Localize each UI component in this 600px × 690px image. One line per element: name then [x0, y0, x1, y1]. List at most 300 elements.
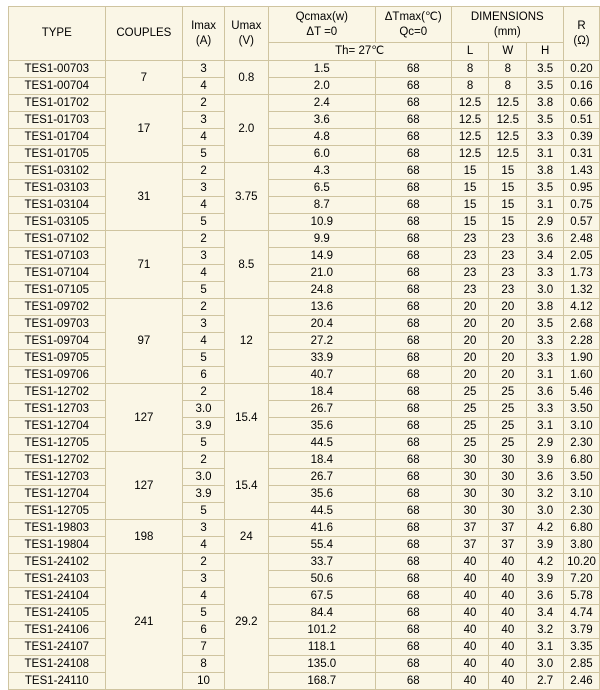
width-cell: 30	[489, 486, 527, 503]
table-row	[9, 265, 600, 282]
length-cell: 23	[451, 231, 489, 248]
length-cell: 8	[451, 61, 489, 78]
resistance-cell: 2.05	[563, 248, 599, 265]
table-row	[9, 146, 600, 163]
imax-cell: 2	[183, 163, 225, 180]
type-cell: TES1-01705	[9, 146, 106, 163]
table-body	[9, 61, 600, 690]
dtmax-cell: 68	[375, 520, 451, 537]
type-cell: TES1-19804	[9, 537, 106, 554]
header-dtmax	[375, 7, 451, 43]
header-dtmax-condition: Qc=0	[399, 25, 428, 38]
qcmax-cell: 18.4	[268, 384, 375, 401]
dtmax-cell: 68	[375, 214, 451, 231]
length-cell: 40	[451, 571, 489, 588]
resistance-cell: 6.80	[563, 520, 599, 537]
header-dimensions-label: DIMENSIONS	[470, 10, 544, 23]
height-cell: 3.6	[527, 469, 564, 486]
table-row	[9, 78, 600, 95]
height-cell: 3.4	[527, 248, 564, 265]
width-cell: 37	[489, 520, 527, 537]
dtmax-cell: 68	[375, 435, 451, 452]
table-row	[9, 214, 600, 231]
qcmax-cell: 3.6	[268, 112, 375, 129]
imax-cell: 3	[183, 248, 225, 265]
width-cell: 40	[489, 639, 527, 656]
header-dimensions-unit: (mm)	[493, 25, 521, 38]
umax-cell: 0.8	[224, 61, 268, 95]
imax-cell: 4	[183, 78, 225, 95]
header-imax	[183, 7, 225, 61]
qcmax-cell: 6.5	[268, 180, 375, 197]
length-cell: 30	[451, 452, 489, 469]
type-cell: TES1-12704	[9, 486, 106, 503]
qcmax-cell: 21.0	[268, 265, 375, 282]
dtmax-cell: 68	[375, 163, 451, 180]
type-cell: TES1-24107	[9, 639, 106, 656]
table-row	[9, 452, 600, 469]
length-cell: 40	[451, 605, 489, 622]
imax-cell: 8	[183, 656, 225, 673]
width-cell: 12.5	[489, 129, 527, 146]
resistance-cell: 6.80	[563, 452, 599, 469]
dtmax-cell: 68	[375, 78, 451, 95]
resistance-cell: 0.16	[563, 78, 599, 95]
table-row	[9, 350, 600, 367]
type-cell: TES1-00704	[9, 78, 106, 95]
width-cell: 30	[489, 452, 527, 469]
width-cell: 40	[489, 656, 527, 673]
imax-cell: 4	[183, 588, 225, 605]
length-cell: 25	[451, 401, 489, 418]
resistance-cell: 2.48	[563, 231, 599, 248]
type-cell: TES1-07103	[9, 248, 106, 265]
type-cell: TES1-19803	[9, 520, 106, 537]
dtmax-cell: 68	[375, 571, 451, 588]
length-cell: 12.5	[451, 95, 489, 112]
imax-cell: 2	[183, 452, 225, 469]
type-cell: TES1-24108	[9, 656, 106, 673]
height-cell: 3.1	[527, 418, 564, 435]
type-cell: TES1-03104	[9, 197, 106, 214]
imax-cell: 2	[183, 554, 225, 571]
width-cell: 40	[489, 605, 527, 622]
dtmax-cell: 68	[375, 180, 451, 197]
width-cell: 20	[489, 333, 527, 350]
couples-cell: 127	[105, 384, 183, 452]
resistance-cell: 4.12	[563, 299, 599, 316]
height-cell: 3.5	[527, 316, 564, 333]
qcmax-cell: 13.6	[268, 299, 375, 316]
dtmax-cell: 68	[375, 537, 451, 554]
type-cell: TES1-01702	[9, 95, 106, 112]
length-cell: 15	[451, 163, 489, 180]
imax-cell: 5	[183, 214, 225, 231]
type-cell: TES1-12704	[9, 418, 106, 435]
couples-cell: 71	[105, 231, 183, 299]
width-cell: 40	[489, 673, 527, 690]
length-cell: 40	[451, 673, 489, 690]
length-cell: 30	[451, 469, 489, 486]
couples-cell: 7	[105, 61, 183, 95]
width-cell: 25	[489, 435, 527, 452]
dtmax-cell: 68	[375, 503, 451, 520]
table-row	[9, 401, 600, 418]
imax-cell: 3	[183, 571, 225, 588]
length-cell: 20	[451, 367, 489, 384]
qcmax-cell: 18.4	[268, 452, 375, 469]
resistance-cell: 0.57	[563, 214, 599, 231]
length-cell: 40	[451, 639, 489, 656]
qcmax-cell: 20.4	[268, 316, 375, 333]
qcmax-cell: 14.9	[268, 248, 375, 265]
table-row	[9, 639, 600, 656]
table-row	[9, 605, 600, 622]
dtmax-cell: 68	[375, 61, 451, 78]
type-cell: TES1-24103	[9, 571, 106, 588]
qcmax-cell: 1.5	[268, 61, 375, 78]
type-cell: TES1-24104	[9, 588, 106, 605]
qcmax-cell: 9.9	[268, 231, 375, 248]
height-cell: 3.3	[527, 265, 564, 282]
dtmax-cell: 68	[375, 622, 451, 639]
dtmax-cell: 68	[375, 350, 451, 367]
resistance-cell: 4.74	[563, 605, 599, 622]
length-cell: 20	[451, 299, 489, 316]
dtmax-cell: 68	[375, 265, 451, 282]
width-cell: 30	[489, 503, 527, 520]
qcmax-cell: 4.3	[268, 163, 375, 180]
length-cell: 8	[451, 78, 489, 95]
table-row	[9, 129, 600, 146]
height-cell: 3.1	[527, 146, 564, 163]
table-row	[9, 180, 600, 197]
resistance-cell: 2.28	[563, 333, 599, 350]
type-cell: TES1-24106	[9, 622, 106, 639]
table-row	[9, 367, 600, 384]
dtmax-cell: 68	[375, 673, 451, 690]
width-cell: 23	[489, 265, 527, 282]
height-cell: 3.5	[527, 180, 564, 197]
imax-cell: 3	[183, 61, 225, 78]
height-cell: 2.9	[527, 435, 564, 452]
table-row	[9, 520, 600, 537]
couples-cell: 127	[105, 452, 183, 520]
height-cell: 3.8	[527, 95, 564, 112]
type-cell: TES1-24110	[9, 673, 106, 690]
length-cell: 37	[451, 520, 489, 537]
type-cell: TES1-09702	[9, 299, 106, 316]
table-row	[9, 435, 600, 452]
width-cell: 25	[489, 384, 527, 401]
umax-cell: 24	[224, 520, 268, 554]
imax-cell: 5	[183, 435, 225, 452]
umax-cell: 29.2	[224, 554, 268, 690]
width-cell: 25	[489, 418, 527, 435]
imax-cell: 2	[183, 231, 225, 248]
imax-cell: 3.9	[183, 418, 225, 435]
resistance-cell: 2.46	[563, 673, 599, 690]
height-cell: 3.3	[527, 350, 564, 367]
type-cell: TES1-09706	[9, 367, 106, 384]
table-row	[9, 588, 600, 605]
dtmax-cell: 68	[375, 639, 451, 656]
couples-cell: 198	[105, 520, 183, 554]
width-cell: 8	[489, 78, 527, 95]
qcmax-cell: 35.6	[268, 418, 375, 435]
imax-cell: 3.0	[183, 469, 225, 486]
width-cell: 30	[489, 469, 527, 486]
qcmax-cell: 168.7	[268, 673, 375, 690]
resistance-cell: 10.20	[563, 554, 599, 571]
width-cell: 20	[489, 367, 527, 384]
table-row	[9, 333, 600, 350]
width-cell: 12.5	[489, 95, 527, 112]
resistance-cell: 5.46	[563, 384, 599, 401]
height-cell: 3.5	[527, 78, 564, 95]
qcmax-cell: 33.9	[268, 350, 375, 367]
dtmax-cell: 68	[375, 129, 451, 146]
width-cell: 40	[489, 622, 527, 639]
header-umax	[224, 7, 268, 61]
length-cell: 37	[451, 537, 489, 554]
table-row	[9, 656, 600, 673]
type-cell: TES1-12702	[9, 452, 106, 469]
header-hot-side-temp: Th= 27℃	[268, 43, 451, 61]
height-cell: 3.3	[527, 333, 564, 350]
table-row	[9, 316, 600, 333]
couples-cell: 31	[105, 163, 183, 231]
header-height: H	[527, 43, 564, 61]
length-cell: 23	[451, 282, 489, 299]
imax-cell: 4	[183, 333, 225, 350]
table-row	[9, 571, 600, 588]
resistance-cell: 2.85	[563, 656, 599, 673]
dtmax-cell: 68	[375, 401, 451, 418]
length-cell: 40	[451, 554, 489, 571]
width-cell: 12.5	[489, 146, 527, 163]
type-cell: TES1-07102	[9, 231, 106, 248]
qcmax-cell: 44.5	[268, 503, 375, 520]
type-cell: TES1-09704	[9, 333, 106, 350]
type-cell: TES1-00703	[9, 61, 106, 78]
table-row	[9, 197, 600, 214]
height-cell: 3.9	[527, 452, 564, 469]
height-cell: 3.3	[527, 129, 564, 146]
imax-cell: 10	[183, 673, 225, 690]
qcmax-cell: 26.7	[268, 469, 375, 486]
width-cell: 40	[489, 571, 527, 588]
type-cell: TES1-24105	[9, 605, 106, 622]
couples-cell: 97	[105, 299, 183, 384]
resistance-cell: 3.80	[563, 537, 599, 554]
imax-cell: 4	[183, 265, 225, 282]
header-qcmax-label: Qcmax(w)	[295, 10, 348, 23]
imax-cell: 6	[183, 367, 225, 384]
imax-cell: 5	[183, 350, 225, 367]
umax-cell: 8.5	[224, 231, 268, 299]
height-cell: 3.0	[527, 503, 564, 520]
header-imax-unit: (A)	[195, 34, 212, 47]
width-cell: 23	[489, 231, 527, 248]
width-cell: 25	[489, 401, 527, 418]
length-cell: 40	[451, 622, 489, 639]
width-cell: 15	[489, 180, 527, 197]
qcmax-cell: 55.4	[268, 537, 375, 554]
height-cell: 4.2	[527, 520, 564, 537]
length-cell: 25	[451, 384, 489, 401]
width-cell: 37	[489, 537, 527, 554]
imax-cell: 6	[183, 622, 225, 639]
height-cell: 3.6	[527, 231, 564, 248]
resistance-cell: 3.10	[563, 418, 599, 435]
resistance-cell: 3.50	[563, 469, 599, 486]
width-cell: 20	[489, 316, 527, 333]
umax-cell: 15.4	[224, 452, 268, 520]
imax-cell: 4	[183, 197, 225, 214]
table-row	[9, 486, 600, 503]
resistance-cell: 3.10	[563, 486, 599, 503]
length-cell: 25	[451, 435, 489, 452]
imax-cell: 7	[183, 639, 225, 656]
width-cell: 12.5	[489, 112, 527, 129]
header-imax-label: Imax	[191, 19, 216, 32]
type-cell: TES1-12705	[9, 503, 106, 520]
table-row	[9, 299, 600, 316]
length-cell: 15	[451, 197, 489, 214]
length-cell: 20	[451, 333, 489, 350]
resistance-cell: 2.68	[563, 316, 599, 333]
width-cell: 20	[489, 350, 527, 367]
length-cell: 25	[451, 418, 489, 435]
tec-spec-table	[8, 6, 600, 690]
resistance-cell: 3.50	[563, 401, 599, 418]
qcmax-cell: 118.1	[268, 639, 375, 656]
imax-cell: 5	[183, 146, 225, 163]
header-couples: COUPLES	[105, 7, 183, 61]
resistance-cell: 1.90	[563, 350, 599, 367]
qcmax-cell: 4.8	[268, 129, 375, 146]
table-row	[9, 61, 600, 78]
header-dtmax-label: ΔTmax(℃)	[384, 10, 442, 23]
dtmax-cell: 68	[375, 554, 451, 571]
type-cell: TES1-12703	[9, 469, 106, 486]
couples-cell: 17	[105, 95, 183, 163]
spec-table-container	[8, 6, 600, 690]
header-dimensions	[451, 7, 563, 43]
length-cell: 15	[451, 214, 489, 231]
table-row	[9, 384, 600, 401]
header-r	[563, 7, 599, 61]
header-r-label: R	[577, 19, 586, 32]
qcmax-cell: 2.4	[268, 95, 375, 112]
height-cell: 2.9	[527, 214, 564, 231]
qcmax-cell: 8.7	[268, 197, 375, 214]
type-cell: TES1-07105	[9, 282, 106, 299]
width-cell: 15	[489, 197, 527, 214]
dtmax-cell: 68	[375, 486, 451, 503]
height-cell: 3.9	[527, 537, 564, 554]
width-cell: 15	[489, 214, 527, 231]
header-type: TYPE	[9, 7, 106, 61]
imax-cell: 2	[183, 95, 225, 112]
dtmax-cell: 68	[375, 95, 451, 112]
resistance-cell: 3.79	[563, 622, 599, 639]
header-width: W	[489, 43, 527, 61]
width-cell: 40	[489, 588, 527, 605]
type-cell: TES1-12702	[9, 384, 106, 401]
header-r-unit: (Ω)	[573, 34, 590, 47]
imax-cell: 2	[183, 384, 225, 401]
length-cell: 12.5	[451, 112, 489, 129]
resistance-cell: 0.66	[563, 95, 599, 112]
qcmax-cell: 2.0	[268, 78, 375, 95]
imax-cell: 3	[183, 180, 225, 197]
resistance-cell: 0.31	[563, 146, 599, 163]
resistance-cell: 1.73	[563, 265, 599, 282]
resistance-cell: 2.30	[563, 503, 599, 520]
type-cell: TES1-01704	[9, 129, 106, 146]
table-row	[9, 537, 600, 554]
qcmax-cell: 10.9	[268, 214, 375, 231]
type-cell: TES1-07104	[9, 265, 106, 282]
imax-cell: 3.0	[183, 401, 225, 418]
width-cell: 8	[489, 61, 527, 78]
header-umax-unit: (V)	[238, 34, 254, 47]
table-row	[9, 282, 600, 299]
dtmax-cell: 68	[375, 316, 451, 333]
imax-cell: 5	[183, 282, 225, 299]
qcmax-cell: 35.6	[268, 486, 375, 503]
header-umax-label: Umax	[231, 19, 262, 32]
resistance-cell: 7.20	[563, 571, 599, 588]
type-cell: TES1-03105	[9, 214, 106, 231]
dtmax-cell: 68	[375, 384, 451, 401]
dtmax-cell: 68	[375, 367, 451, 384]
height-cell: 3.5	[527, 61, 564, 78]
length-cell: 12.5	[451, 146, 489, 163]
dtmax-cell: 68	[375, 418, 451, 435]
dtmax-cell: 68	[375, 299, 451, 316]
resistance-cell: 1.60	[563, 367, 599, 384]
table-row	[9, 469, 600, 486]
qcmax-cell: 44.5	[268, 435, 375, 452]
height-cell: 3.4	[527, 605, 564, 622]
resistance-cell: 0.95	[563, 180, 599, 197]
dtmax-cell: 68	[375, 197, 451, 214]
dtmax-cell: 68	[375, 469, 451, 486]
length-cell: 23	[451, 265, 489, 282]
dtmax-cell: 68	[375, 282, 451, 299]
dtmax-cell: 68	[375, 231, 451, 248]
header-length: L	[451, 43, 489, 61]
header-qcmax	[268, 7, 375, 43]
dtmax-cell: 68	[375, 656, 451, 673]
table-row	[9, 418, 600, 435]
table-row	[9, 622, 600, 639]
qcmax-cell: 6.0	[268, 146, 375, 163]
qcmax-cell: 67.5	[268, 588, 375, 605]
resistance-cell: 0.51	[563, 112, 599, 129]
couples-cell: 241	[105, 554, 183, 690]
resistance-cell: 3.35	[563, 639, 599, 656]
header-qcmax-condition: ΔT =0	[306, 25, 338, 38]
umax-cell: 3.75	[224, 163, 268, 231]
height-cell: 3.1	[527, 197, 564, 214]
height-cell: 3.6	[527, 588, 564, 605]
qcmax-cell: 101.2	[268, 622, 375, 639]
resistance-cell: 5.78	[563, 588, 599, 605]
